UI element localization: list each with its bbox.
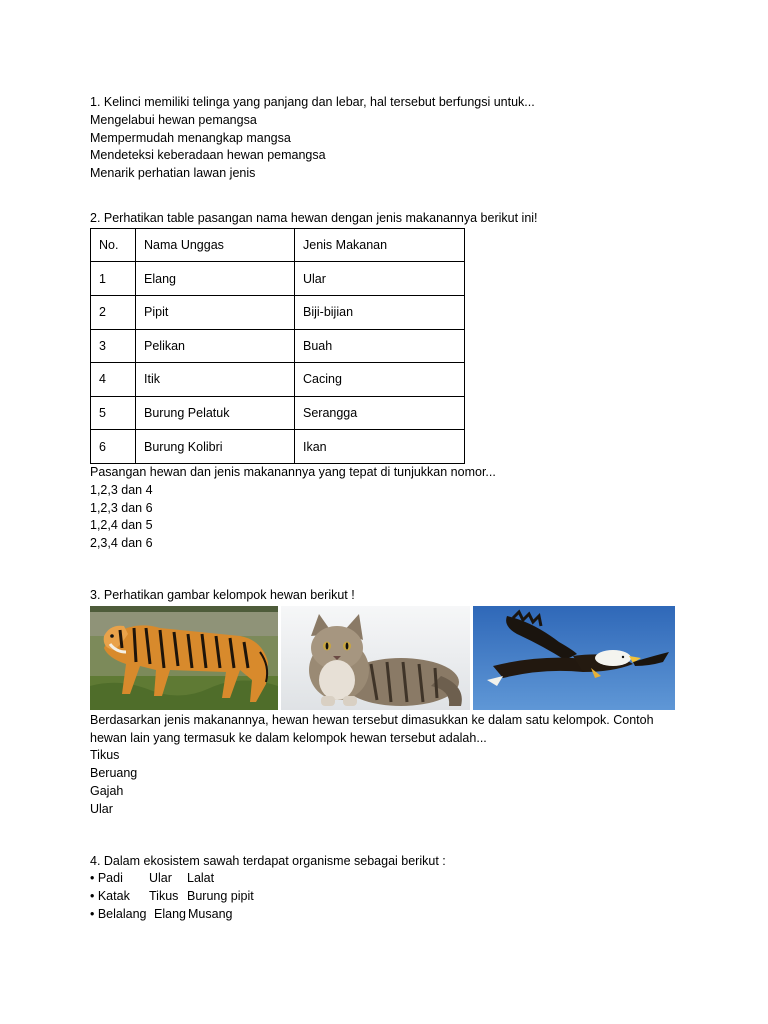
q3-option: Tikus [90, 748, 120, 763]
q2-option: 1,2,3 dan 6 [90, 500, 153, 515]
table-cell: Elang [136, 262, 295, 296]
table-header-cell: Nama Unggas [136, 228, 295, 262]
table-cell: Pipit [136, 295, 295, 329]
table-cell: 6 [91, 430, 136, 464]
table-header-row [91, 228, 465, 262]
question-4 [90, 853, 690, 924]
q2-option: 1,2,4 dan 5 [90, 518, 153, 533]
table-cell: Biji-bijian [295, 295, 465, 329]
table-cell: Buah [295, 329, 465, 363]
question-2-text: 2. Perhatikan table pasangan nama hewan dengan jenis makanannya berikut ini! [90, 210, 538, 225]
table-cell: Cacing [295, 363, 465, 397]
table-row [91, 396, 465, 430]
question-4-text: 4. Dalam ekosistem sawah terdapat organisme sebagai berikut : [90, 853, 446, 868]
organism-row [90, 888, 690, 906]
question-2-prompt: Pasangan hewan dan jenis makanannya yang tepat di tunjukkan nomor... [90, 464, 496, 479]
question-3 [90, 587, 690, 819]
organism: Musang [188, 906, 233, 921]
table-cell: Ular [295, 262, 465, 296]
q3-option: Ular [90, 801, 113, 816]
q2-option: 2,3,4 dan 6 [90, 536, 153, 551]
organism: Tikus [149, 889, 179, 904]
table-cell: 1 [91, 262, 136, 296]
table-row [91, 295, 465, 329]
eagle-photo [473, 606, 675, 710]
organism-row [90, 906, 690, 924]
tiger-photo [90, 606, 278, 710]
q1-option: Mendeteksi keberadaan hewan pemangsa [90, 148, 326, 163]
organism: • Katak [90, 889, 130, 904]
question-3-text: 3. Perhatikan gambar kelompok hewan berikut ! [90, 587, 355, 602]
q3-option: Gajah [90, 783, 124, 798]
question-3-text-line1: Berdasarkan jenis makanannya, hewan hewan tersebut dimasukkan ke dalam satu kelompok. Contoh [90, 712, 654, 727]
table-cell: Ikan [295, 430, 465, 464]
q1-option: Mengelabui hewan pemangsa [90, 112, 257, 127]
organism: • Padi [90, 871, 123, 886]
table-row [91, 430, 465, 464]
organism: • Belalang [90, 906, 147, 921]
table-cell: Burung Pelatuk [136, 396, 295, 430]
table-header-cell: No. [91, 228, 136, 262]
question-3-text-line2: hewan lain yang termasuk ke dalam kelompok hewan tersebut adalah... [90, 730, 487, 745]
table-cell: Burung Kolibri [136, 430, 295, 464]
q1-option: Mempermudah menangkap mangsa [90, 130, 291, 145]
table-cell: Serangga [295, 396, 465, 430]
organism-row [90, 870, 690, 888]
worksheet [90, 94, 690, 924]
table-row [91, 262, 465, 296]
table-row [91, 363, 465, 397]
table-cell: 4 [91, 363, 136, 397]
animal-photos [90, 606, 690, 710]
organism: Ular [149, 871, 172, 886]
q1-option: Menarik perhatian lawan jenis [90, 166, 256, 181]
table-cell: 2 [91, 295, 136, 329]
organism: Burung pipit [187, 889, 254, 904]
organism: Elang [154, 906, 186, 921]
table-cell: Itik [136, 363, 295, 397]
q3-option: Beruang [90, 766, 138, 781]
table-cell: 3 [91, 329, 136, 363]
table-cell: Pelikan [136, 329, 295, 363]
question-1 [90, 94, 690, 183]
question-1-text: 1. Kelinci memiliki telinga yang panjang dan lebar, hal tersebut berfungsi untuk... [90, 95, 535, 109]
table-row [91, 329, 465, 363]
table-cell: 5 [91, 396, 136, 430]
organism: Lalat [187, 871, 215, 886]
food-table [90, 228, 465, 464]
table-header-cell: Jenis Makanan [295, 228, 465, 262]
question-2 [90, 210, 690, 553]
cat-photo [281, 606, 470, 710]
q2-option: 1,2,3 dan 4 [90, 482, 153, 497]
